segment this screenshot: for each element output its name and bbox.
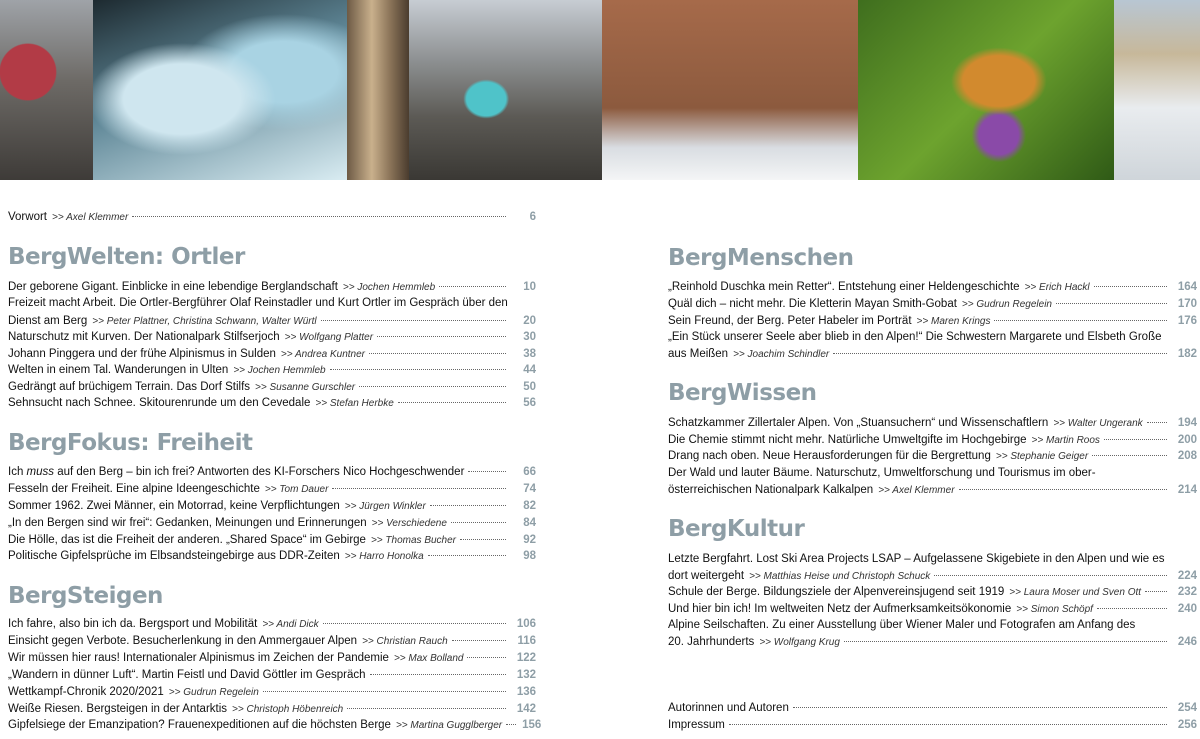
leader-dots bbox=[1092, 455, 1167, 456]
entry-page: 142 bbox=[516, 703, 536, 715]
leader-dots bbox=[729, 724, 1167, 725]
entry-title: Naturschutz mit Kurven. Der Nationalpark Stilfserjoch bbox=[8, 331, 280, 343]
toc-entry[interactable] bbox=[8, 329, 536, 346]
leader-dots bbox=[377, 336, 506, 337]
photo-ski-slope bbox=[602, 0, 858, 180]
entry-title: Politische Gipfelsprüche im Elbsandsteingebirge aus DDR-Zeiten bbox=[8, 550, 340, 562]
entry-author: >> Matthias Heise und Christoph Schuck bbox=[749, 571, 931, 582]
leader-dots bbox=[330, 369, 506, 370]
entry-title-part: Ich bbox=[8, 466, 27, 478]
leader-dots bbox=[132, 216, 506, 217]
entry-page: 66 bbox=[523, 466, 536, 478]
photo-strip bbox=[0, 0, 1200, 180]
entry-author: >> Wolfgang Krug bbox=[759, 637, 840, 648]
entry-title: Wettkampf-Chronik 2020/2021 bbox=[8, 686, 164, 698]
entry-page: 74 bbox=[523, 483, 536, 495]
entry-title: dort weitergeht bbox=[668, 570, 745, 582]
entry-author: >> Verschiedene bbox=[371, 518, 447, 529]
entry-page: 106 bbox=[516, 618, 536, 630]
entry-author: >> Harro Honolka bbox=[344, 551, 424, 562]
toc-entry-line1[interactable] bbox=[668, 465, 1197, 481]
entry-page: 50 bbox=[523, 381, 536, 393]
toc-entry[interactable] bbox=[8, 346, 536, 363]
entry-page: 122 bbox=[516, 652, 536, 664]
entry-title: Johann Pinggera und der frühe Alpinismus in Sulden bbox=[8, 348, 276, 360]
leader-dots bbox=[1094, 286, 1167, 287]
toc-entry[interactable] bbox=[668, 432, 1197, 449]
leader-dots bbox=[1056, 303, 1167, 304]
entry-page: 240 bbox=[1177, 603, 1197, 615]
toc-entry-line1[interactable] bbox=[668, 551, 1197, 567]
leader-dots bbox=[359, 386, 506, 387]
entry-title: Impressum bbox=[668, 719, 725, 731]
photo-tree-bark bbox=[347, 0, 409, 180]
entry-title: Welten in einem Tal. Wanderungen in Ulten bbox=[8, 364, 229, 376]
leader-dots bbox=[468, 471, 506, 472]
entry-page: 224 bbox=[1177, 570, 1197, 582]
entry-page: 232 bbox=[1177, 586, 1197, 598]
toc-entry-line2[interactable] bbox=[8, 313, 536, 330]
entry-page: 84 bbox=[523, 517, 536, 529]
entry-page: 38 bbox=[523, 348, 536, 360]
toc-entry[interactable] bbox=[668, 296, 1197, 313]
section-heading-wissen: BergWissen bbox=[668, 380, 817, 406]
entry-title: Vorwort bbox=[8, 211, 47, 223]
toc-entry-line1[interactable] bbox=[668, 329, 1197, 345]
entry-title: „Reinhold Duschka mein Retter“. Entstehung einer Heldengeschichte bbox=[668, 281, 1020, 293]
toc-entry[interactable] bbox=[668, 584, 1197, 601]
toc-entry-line2[interactable] bbox=[668, 346, 1197, 363]
entry-page: 10 bbox=[523, 281, 536, 293]
section-heading-steigen: BergSteigen bbox=[8, 583, 163, 609]
entry-title: Sehnsucht nach Schnee. Skitourenrunde um den Cevedale bbox=[8, 397, 311, 409]
entry-page: 246 bbox=[1177, 636, 1197, 648]
toc-entry[interactable] bbox=[8, 515, 536, 532]
toc-entry[interactable] bbox=[8, 633, 536, 650]
leader-dots bbox=[451, 522, 506, 523]
entry-author: >> Thomas Bucher bbox=[370, 535, 457, 546]
entry-page: 98 bbox=[523, 550, 536, 562]
toc-entry[interactable] bbox=[668, 601, 1197, 618]
entry-author: >> Jürgen Winkler bbox=[344, 501, 426, 512]
toc-entry[interactable] bbox=[668, 279, 1197, 296]
leader-dots bbox=[428, 555, 506, 556]
section-heading-menschen: BergMenschen bbox=[668, 245, 854, 271]
leader-dots bbox=[793, 707, 1167, 708]
entry-page: 156 bbox=[522, 719, 542, 731]
entry-page: 56 bbox=[523, 397, 536, 409]
entry-author: >> Martina Gugglberger bbox=[395, 720, 503, 731]
entry-author: >> Jochen Hemmleb bbox=[342, 282, 436, 293]
leader-dots bbox=[263, 691, 506, 692]
entry-title: Fesseln der Freiheit. Eine alpine Ideengeschichte bbox=[8, 483, 260, 495]
entry-title: österreichischen Nationalpark Kalkalpen bbox=[668, 484, 874, 496]
entry-author: >> Stephanie Geiger bbox=[995, 451, 1089, 462]
toc-entry[interactable] bbox=[8, 362, 536, 379]
toc-entry[interactable] bbox=[8, 279, 536, 296]
leader-dots bbox=[369, 353, 506, 354]
entry-author: >> Gudrun Regelein bbox=[961, 299, 1052, 310]
entry-page: 164 bbox=[1177, 281, 1197, 293]
entry-title: Weiße Riesen. Bergsteigen in der Antarktis bbox=[8, 703, 228, 715]
entry-page: 136 bbox=[516, 686, 536, 698]
entry-title: Drang nach oben. Neue Herausforderungen für die Bergrettung bbox=[668, 450, 991, 462]
entry-title: Der geborene Gigant. Einblicke in eine lebendige Berglandschaft bbox=[8, 281, 338, 293]
entry-author: >> Maren Krings bbox=[916, 316, 991, 327]
toc-entry[interactable] bbox=[8, 379, 536, 396]
photo-butterfly bbox=[858, 0, 1114, 180]
leader-dots bbox=[452, 640, 506, 641]
entry-author: >> Wolfgang Platter bbox=[284, 332, 374, 343]
entry-title: 20. Jahrhunderts bbox=[668, 636, 755, 648]
photo-glacier-cave bbox=[93, 0, 347, 180]
entry-author: >> Christian Rauch bbox=[362, 636, 448, 647]
entry-page: 6 bbox=[529, 211, 536, 223]
leader-dots bbox=[1097, 608, 1167, 609]
entry-title: „Ein Stück unserer Seele aber blieb in den Alpen!“ Die Schwestern Margarete und Elsbeth Große bbox=[668, 331, 1162, 343]
entry-page: 256 bbox=[1177, 719, 1197, 731]
entry-page: 182 bbox=[1177, 348, 1197, 360]
entry-title: aus Meißen bbox=[668, 348, 729, 360]
entry-title: Gipfelsiege der Emanzipation? Frauenexpeditionen auf die höchsten Berge bbox=[8, 719, 391, 731]
photo-rock-tent bbox=[0, 0, 93, 180]
entry-title: Der Wald und lauter Bäume. Naturschutz, Umweltforschung und Tourismus im ober- bbox=[668, 467, 1096, 479]
leader-dots bbox=[439, 286, 506, 287]
entry-title: Und hier bin ich! Im weltweiten Netz der Aufmerksamkeitsökonomie bbox=[668, 603, 1012, 615]
toc-entry[interactable] bbox=[668, 448, 1197, 465]
toc-entry[interactable] bbox=[8, 701, 536, 718]
entry-author: >> Joachim Schindler bbox=[733, 349, 830, 360]
toc-entry[interactable] bbox=[8, 717, 542, 734]
leader-dots bbox=[347, 708, 506, 709]
entry-title: Letzte Bergfahrt. Lost Ski Area Projects LSAP – Aufgelassene Skigebiete in den Alpen und wie es bbox=[668, 553, 1165, 565]
toc-entry[interactable] bbox=[8, 464, 536, 480]
entry-author: >> Axel Klemmer bbox=[52, 212, 129, 223]
entry-author: >> Tom Dauer bbox=[264, 484, 329, 495]
entry-page: 200 bbox=[1177, 434, 1197, 446]
entry-page: 254 bbox=[1177, 702, 1197, 714]
entry-page: 30 bbox=[523, 331, 536, 343]
toc-entry-vorwort[interactable] bbox=[8, 209, 536, 226]
toc-entry[interactable] bbox=[8, 667, 536, 683]
toc-entry[interactable] bbox=[8, 616, 536, 633]
entry-title: „In den Bergen sind wir frei“: Gedanken, Meinungen und Erinnerungen bbox=[8, 517, 367, 529]
leader-dots bbox=[460, 539, 506, 540]
entry-page: 44 bbox=[523, 364, 536, 376]
entry-author: >> Martin Roos bbox=[1031, 435, 1100, 446]
toc-entry-line2[interactable] bbox=[668, 482, 1197, 499]
section-heading-kultur: BergKultur bbox=[668, 516, 805, 542]
leader-dots bbox=[1104, 439, 1167, 440]
entry-title: Gedrängt auf brüchigem Terrain. Das Dorf Stilfs bbox=[8, 381, 251, 393]
entry-title: Schatzkammer Zillertaler Alpen. Von „Stuansuchern“ und Wissenschaftlern bbox=[668, 417, 1049, 429]
leader-dots bbox=[1145, 591, 1167, 592]
toc-entry-line1[interactable] bbox=[668, 617, 1197, 633]
toc-entry[interactable] bbox=[8, 498, 536, 515]
entry-author: >> Susanne Gurschler bbox=[255, 382, 356, 393]
entry-page: 82 bbox=[523, 500, 536, 512]
leader-dots bbox=[430, 505, 506, 506]
entry-author: >> Andrea Kuntner bbox=[280, 349, 366, 360]
entry-title: Sommer 1962. Zwei Männer, ein Motorrad, keine Verpflichtungen bbox=[8, 500, 340, 512]
entry-page: 194 bbox=[1177, 417, 1197, 429]
entry-author: >> Jochen Hemmleb bbox=[233, 365, 326, 376]
toc-entry[interactable] bbox=[8, 481, 536, 498]
leader-dots bbox=[323, 623, 506, 624]
toc-entry[interactable] bbox=[8, 684, 536, 701]
entry-title: Sein Freund, der Berg. Peter Habeler im Porträt bbox=[668, 315, 912, 327]
entry-title: Ich fahre, also bin ich da. Bergsport und Mobilität bbox=[8, 618, 258, 630]
photo-mountain-lake bbox=[409, 0, 602, 180]
leader-dots bbox=[332, 488, 506, 489]
entry-author: >> Stefan Herbke bbox=[315, 398, 394, 409]
toc-entry-impressum[interactable] bbox=[668, 717, 1197, 733]
entry-page: 92 bbox=[523, 534, 536, 546]
leader-dots bbox=[844, 641, 1167, 642]
leader-dots bbox=[398, 402, 506, 403]
photo-hut-painting bbox=[1114, 0, 1200, 180]
entry-author: >> Peter Plattner, Christina Schwann, Walter Würtl bbox=[92, 316, 317, 327]
toc-entry[interactable] bbox=[8, 532, 536, 549]
entry-page: 20 bbox=[523, 315, 536, 327]
entry-page: 170 bbox=[1177, 298, 1197, 310]
entry-author: >> Max Bolland bbox=[393, 653, 464, 664]
entry-title: „Wandern in dünner Luft“. Martin Feistl und David Göttler im Gespräch bbox=[8, 669, 366, 681]
entry-page: 208 bbox=[1177, 450, 1197, 462]
leader-dots bbox=[467, 657, 506, 658]
entry-title: Schule der Berge. Bildungsziele der Alpenvereinsjugend seit 1919 bbox=[668, 586, 1005, 598]
entry-title-emphasis: muss bbox=[26, 466, 55, 478]
entry-title: Dienst am Berg bbox=[8, 315, 88, 327]
leader-dots bbox=[370, 674, 507, 675]
toc-entry[interactable] bbox=[8, 548, 536, 565]
entry-author: >> Gudrun Regelein bbox=[168, 687, 259, 698]
entry-title: Alpine Seilschaften. Zu einer Ausstellung über Wiener Maler und Fotografen am Anfang des bbox=[668, 619, 1136, 631]
leader-dots bbox=[1147, 422, 1167, 423]
entry-title: Wir müssen hier raus! Internationaler Alpinismus im Zeichen der Pandemie bbox=[8, 652, 389, 664]
toc-entry[interactable] bbox=[8, 395, 536, 412]
entry-page: 132 bbox=[516, 669, 536, 681]
entry-title: Quäl dich – nicht mehr. Die Kletterin Mayan Smith-Gobat bbox=[668, 298, 957, 310]
entry-title: Freizeit macht Arbeit. Die Ortler-Bergführer Olaf Reinstadler und Kurt Ortler im Gespräch über den bbox=[8, 297, 508, 309]
section-heading-ortler: BergWelten: Ortler bbox=[8, 244, 245, 270]
toc-entry-line2[interactable] bbox=[668, 568, 1197, 585]
leader-dots bbox=[994, 320, 1167, 321]
toc-entry[interactable] bbox=[668, 313, 1197, 330]
entry-page: 116 bbox=[517, 635, 536, 647]
toc-entry-line2[interactable] bbox=[668, 634, 1197, 651]
leader-dots bbox=[833, 353, 1167, 354]
leader-dots bbox=[321, 320, 506, 321]
entry-author: >> Erich Hackl bbox=[1024, 282, 1090, 293]
entry-author: >> Christoph Höbenreich bbox=[232, 704, 344, 715]
entry-page: 176 bbox=[1177, 315, 1197, 327]
leader-dots bbox=[934, 575, 1167, 576]
toc-entry[interactable] bbox=[668, 415, 1197, 432]
entry-title: Autorinnen und Autoren bbox=[668, 702, 789, 714]
entry-title: Die Chemie stimmt nicht mehr. Natürliche Umweltgifte im Hochgebirge bbox=[668, 434, 1027, 446]
leader-dots bbox=[959, 489, 1167, 490]
entry-page: 214 bbox=[1177, 484, 1197, 496]
entry-author: >> Laura Moser und Sven Ott bbox=[1009, 587, 1142, 598]
section-heading-fokus: BergFokus: Freiheit bbox=[8, 430, 253, 456]
entry-title bbox=[8, 464, 464, 480]
toc-entry-authors[interactable] bbox=[668, 700, 1197, 716]
leader-dots bbox=[506, 724, 516, 725]
entry-title: Die Hölle, das ist die Freiheit der anderen. „Shared Space“ im Gebirge bbox=[8, 534, 366, 546]
entry-author: >> Simon Schöpf bbox=[1016, 604, 1093, 615]
toc-entry-line1[interactable] bbox=[8, 295, 536, 311]
entry-title-part: auf den Berg – bin ich frei? Antworten des KI-Forschers Nico Hochgeschwender bbox=[54, 466, 465, 478]
toc-entry[interactable] bbox=[8, 650, 536, 667]
entry-author: >> Andi Dick bbox=[262, 619, 319, 630]
entry-title: Einsicht gegen Verbote. Besucherlenkung in den Ammergauer Alpen bbox=[8, 635, 358, 647]
entry-author: >> Axel Klemmer bbox=[878, 485, 955, 496]
entry-author: >> Walter Ungerank bbox=[1053, 418, 1143, 429]
